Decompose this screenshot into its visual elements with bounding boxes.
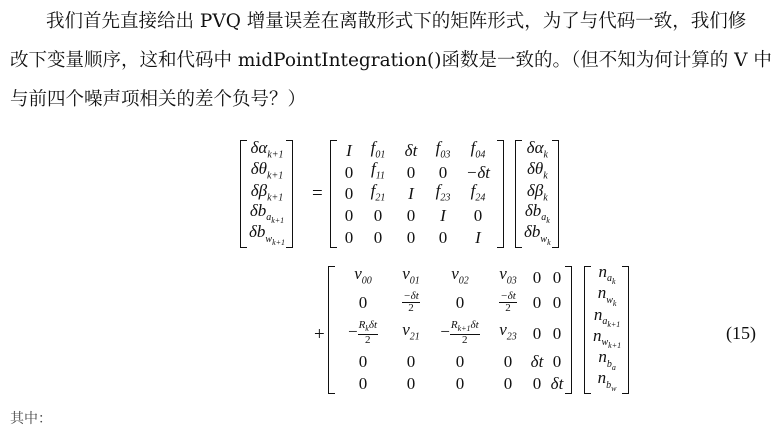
paragraph-line-1: 我们首先直接给出 PVQ 增量误差在离散形式下的矩阵形式，为了与代码一致，我们修 — [46, 11, 747, 32]
v-entry: $v_{02}$ — [451, 263, 469, 287]
f-matrix — [330, 137, 504, 248]
lhs-entry: $\delta\theta_{k+1}$ — [250, 159, 284, 182]
v-entry: $v_{03}$ — [499, 263, 517, 287]
paragraph-line-2: 改下变量顺序，这和代码中 midPointIntegration()函数是一致的。（但不知为何计算的 V 中 — [10, 50, 772, 71]
v-entry: 0 — [532, 292, 542, 312]
state-entry: $\delta\beta_k$ — [526, 180, 548, 204]
f-entry: 0 — [373, 227, 383, 247]
f-entry: 0 — [473, 206, 483, 226]
v-entry: δt — [550, 373, 564, 393]
v-entry: 0 — [532, 373, 542, 393]
f-entry: $f_{23}$ — [435, 180, 451, 204]
f-entry: 0 — [406, 227, 416, 247]
v-entry: 0 — [503, 373, 513, 393]
lhs-entry: $\delta\alpha_{k+1}$ — [250, 137, 284, 160]
v-entry: 0 — [552, 267, 562, 287]
v-entry: 0 — [455, 351, 465, 371]
equation-number: (15) — [726, 323, 756, 343]
v-entry: 0 — [358, 351, 368, 371]
f-entry: 0 — [406, 162, 416, 182]
f-entry: I — [408, 184, 414, 204]
v-entry: 0 — [455, 292, 465, 312]
v-entry: 0 — [503, 351, 513, 371]
f-entry: $f_{11}$ — [371, 159, 385, 182]
v-entry: $v_{00}$ — [354, 263, 372, 287]
state-vector — [515, 137, 559, 248]
f-entry: $f_{24}$ — [470, 180, 486, 204]
v-entry: $v_{23}$ — [499, 319, 517, 343]
v-entry: $\frac{-\delta t}{2}$ — [500, 289, 516, 314]
noise-entry: $n_{w_k}$ — [597, 283, 617, 308]
equals-sign: = — [312, 183, 323, 204]
paragraph-line-3: 与前四个噪声项相关的差个负号？） — [10, 89, 307, 110]
f-entry: I — [346, 141, 352, 161]
v-entry: − $\frac{R_k\delta t}{2}$ — [347, 318, 378, 347]
f-entry: 0 — [344, 206, 354, 226]
state-entry: $\delta\alpha_k$ — [526, 137, 548, 160]
lhs-vector — [240, 137, 293, 248]
f-entry: 0 — [406, 206, 416, 226]
v-entry: 0 — [406, 351, 416, 371]
lhs-entry: $\delta\beta_{k+1}$ — [250, 180, 284, 204]
v-entry: $v_{01}$ — [402, 263, 420, 287]
f-entry: I — [440, 206, 446, 226]
v-entry: 0 — [552, 292, 562, 312]
v-entry: 0 — [532, 323, 542, 343]
noise-entry: $n_{w_{k+1}}$ — [593, 325, 622, 351]
f-entry: $f_{04}$ — [470, 137, 486, 160]
plus-sign: + — [314, 324, 325, 345]
v-entry: 0 — [532, 267, 542, 287]
noise-entry: $n_{b_w}$ — [597, 368, 617, 393]
f-entry: 0 — [344, 227, 354, 247]
v-entry: 0 — [358, 292, 368, 312]
state-entry: $\delta b_{w_k}$ — [524, 222, 551, 247]
f-entry: 0 — [438, 162, 448, 182]
noise-entry: $n_{a_{k+1}}$ — [593, 304, 621, 329]
v-entry: 0 — [552, 323, 562, 343]
f-entry: $f_{01}$ — [370, 137, 386, 160]
v-entry: $v_{21}$ — [402, 319, 420, 343]
state-entry: $\delta\theta_k$ — [526, 159, 548, 182]
v-matrix — [328, 263, 572, 394]
v-entry: − $\frac{R_{k+1}\delta t}{2}$ — [440, 318, 479, 347]
f-entry: δt — [404, 141, 418, 161]
state-entry: $\delta b_{a_k}$ — [524, 200, 550, 226]
noise-vector — [584, 261, 629, 394]
v-entry: 0 — [358, 373, 368, 393]
f-entry: 0 — [344, 184, 354, 204]
lhs-entry: $\delta b_{a_{k+1}}$ — [249, 200, 285, 226]
v-entry: $\frac{-\delta t}{2}$ — [403, 289, 419, 314]
cutoff-text: 其中： — [10, 411, 52, 427]
paragraph — [10, 2, 772, 119]
v-entry: 0 — [406, 373, 416, 393]
f-entry: I — [475, 227, 481, 247]
v-entry: 0 — [455, 373, 465, 393]
f-entry: $f_{21}$ — [370, 180, 386, 204]
f-entry: 0 — [344, 162, 354, 182]
noise-entry: $n_{b_a}$ — [598, 347, 616, 372]
noise-entry: $n_{a_k}$ — [598, 261, 616, 287]
lhs-entry: $\delta b_{w_{k+1}}$ — [249, 222, 286, 247]
v-entry: δt — [530, 351, 544, 371]
f-entry: $f_{03}$ — [435, 137, 451, 160]
f-entry: 0 — [373, 206, 383, 226]
f-entry: −δt — [465, 162, 491, 182]
f-entry: 0 — [438, 227, 448, 247]
v-entry: 0 — [552, 351, 562, 371]
